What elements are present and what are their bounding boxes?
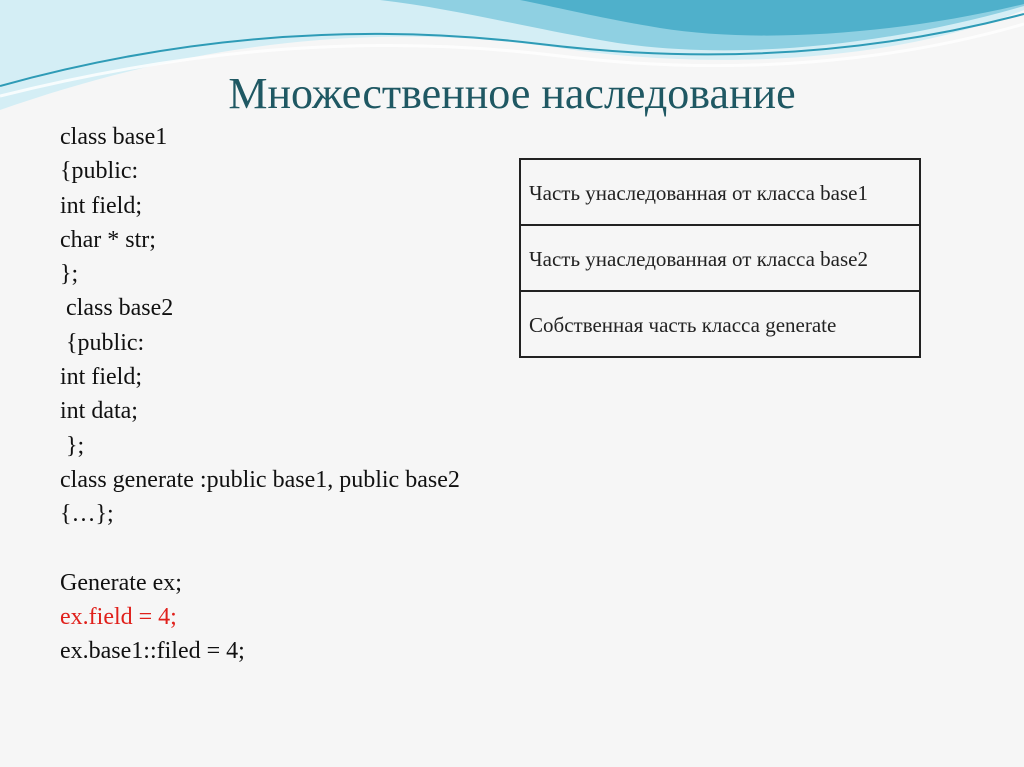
code-listing xyxy=(60,120,460,669)
table-row xyxy=(520,225,920,291)
code-line: ex.field = 4; xyxy=(60,604,177,631)
slide-title: Множественное наследование xyxy=(228,69,796,118)
code-line: int field; xyxy=(60,192,142,219)
table-row xyxy=(520,291,920,357)
code-line: class generate :public base1, public base2 xyxy=(60,466,460,493)
code-line: {public: xyxy=(60,158,139,185)
table-cell-base1: Часть унаследованная от класса base1 xyxy=(520,159,920,225)
table-cell-base2: Часть унаследованная от класса base2 xyxy=(520,225,920,291)
code-line: char * str; xyxy=(60,226,156,253)
code-line: {public: xyxy=(60,329,145,356)
code-line: ex.base1::filed = 4; xyxy=(60,638,245,665)
code-line: {…}; xyxy=(60,501,114,528)
inheritance-structure-table xyxy=(519,158,921,358)
code-line: Generate ex; xyxy=(60,569,182,596)
code-line xyxy=(60,532,460,566)
table-row xyxy=(520,159,920,225)
table-cell-generate: Собственная часть класса generate xyxy=(520,291,920,357)
code-line: class base2 xyxy=(60,295,174,322)
code-line: int data; xyxy=(60,398,138,425)
code-line: }; xyxy=(60,261,79,288)
code-line: class base1 xyxy=(60,124,168,150)
code-line: int field; xyxy=(60,364,142,391)
code-line: }; xyxy=(60,432,85,459)
